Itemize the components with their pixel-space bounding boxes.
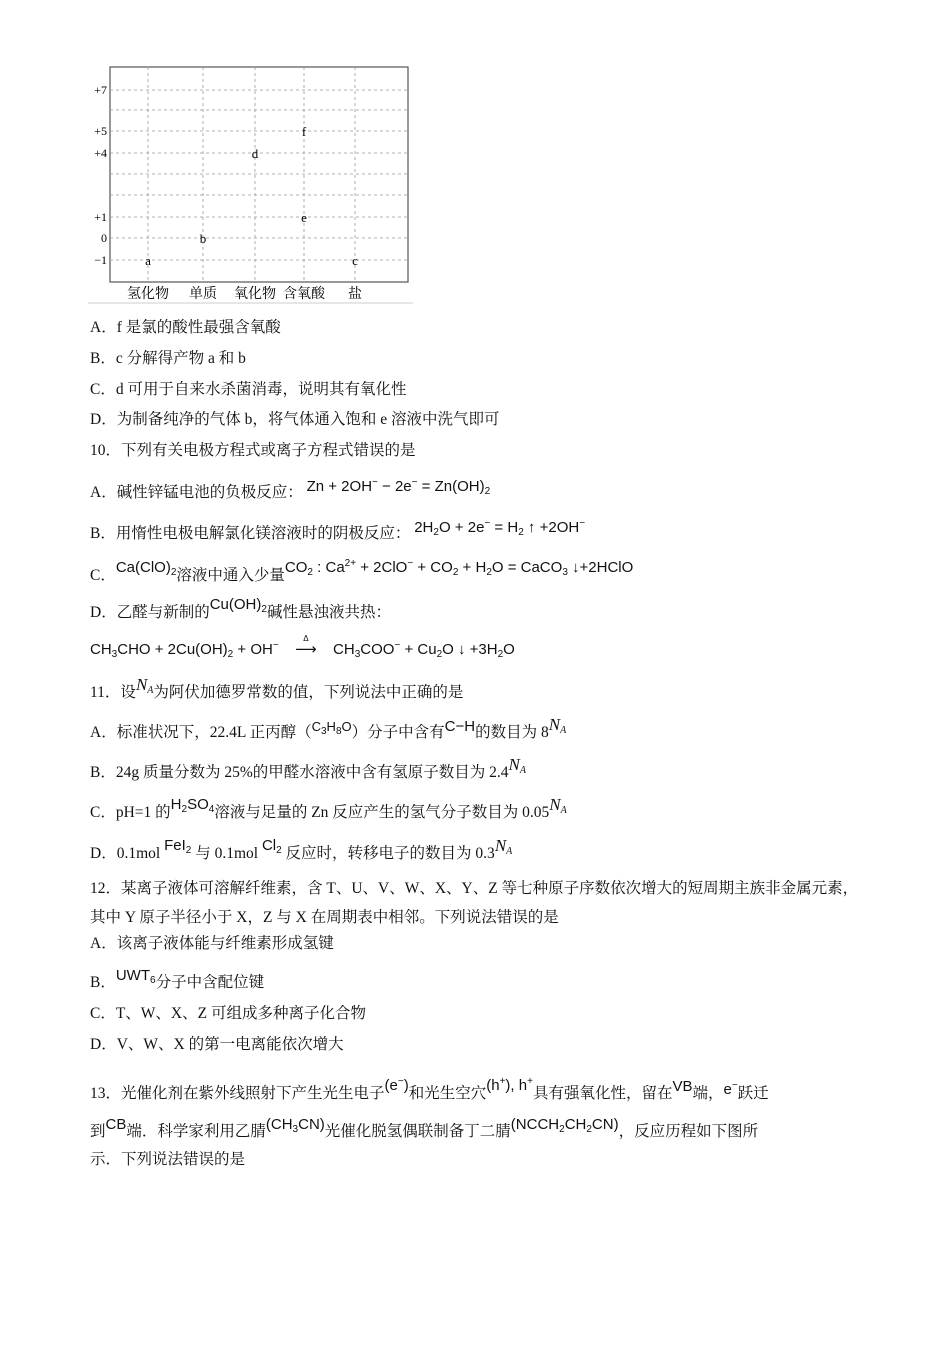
q11-d-text3: 反应时，转移电子的数目为 0.3 [281,845,495,862]
q12-stem: 12．某离子液体可溶解纤维素，含 T、U、V、W、X、Y、Z 等七种原子序数依次增大的短周期主族非金属元素，其中 Y 原子半径小于 X，Z 与 X 在周期表中相邻。下列说法错误的是 [90,880,859,926]
cl2-formula: $Cl_2$ [261,837,282,856]
q11-a-text2: ）分子中含有 [351,724,445,741]
q11-option-b [90,755,526,788]
q10-stem: 10．下列有关电极方程式或离子方程式错误的是 [90,442,416,459]
q9-option-a: A．f 是氯的酸性最强含氧酸 [90,319,281,336]
point-d: d [251,146,259,161]
q11-option-a [90,715,567,748]
q11-stem-post: 为阿伏加德罗常数的值，下列说法中正确的是 [153,684,464,701]
acetonitrile-formula: $(CH_3CN)$ [265,1116,325,1135]
x-category-label: 含氧酸 [283,287,325,302]
vb-label: VB [672,1078,693,1095]
q13-line1 [90,1076,769,1104]
q12-b-prefix: B． [90,974,116,991]
q11-c-text1: C．pH=1 的 [90,804,171,821]
q10-option-c [90,558,634,591]
y-tick-label: +7 [94,83,107,97]
y-tick-label: +5 [94,124,107,138]
q12-option-b [90,967,265,998]
q10-option-d [90,596,391,628]
propanol-formula: C3H8O [311,719,352,737]
x-category-label: 氧化物 [234,287,276,302]
q13-text2: 和光生空穴 [408,1085,487,1102]
q9-option-b: B．c 分解得产物 a 和 b [90,350,246,367]
q13-text8: 光催化脱氢偶联制备丁二腈 [324,1123,511,1140]
y-tick-label: −1 [94,253,107,267]
q10-c-prefix: C． [90,567,116,584]
na-symbol: $N_A$ [508,755,526,776]
na-symbol: $N_A$ [549,795,567,816]
q10-option-a [90,479,490,508]
valence-chart [88,62,418,307]
q10-c-formula: $Ca(ClO)_2$ [115,559,177,578]
q11-stem [90,675,464,708]
y-tick-label: +4 [94,146,107,160]
q10-b-equation: $2H_2O + 2e^- = H_2$ ↑ +2OH− [414,518,586,538]
point-f: f [301,124,307,139]
q10-b-text: B．用惰性电极电解氯化镁溶液时的阴极反应： [90,525,411,542]
q9-option-d: D．为制备纯净的气体 b，将气体通入饱和 e 溶液中洗气即可 [90,411,500,428]
chart-frame [110,67,408,282]
na-symbol: $N_A$ [548,715,567,736]
q13-text9: ，反应历程如下图所 [618,1123,759,1140]
q12-option-a: A．该离子液体能与纤维素形成氢键 [90,935,334,952]
na-symbol: $N_A$ [494,836,513,857]
q11-d-text1: D．0.1mol [90,845,165,862]
uwt6-formula: $UWT_6$ [115,967,156,986]
cb-label: CB [105,1116,127,1133]
q12-option-d: D．V、W、X 的第一电离能依次增大 [90,1036,344,1053]
q13-text4: 端， [692,1085,724,1102]
y-tick-label: +1 [94,210,107,224]
q13-text1: 13．光催化剂在紫外线照射下产生光生电子 [90,1085,385,1102]
q10-a-text: A．碱性锌锰电池的负极反应： [90,484,303,501]
q9-option-c: C．d 可用于自来水杀菌消毒，说明其有氧化性 [90,381,407,398]
na-symbol: $N_A$ [135,675,154,696]
hole-symbol: (h+), h+ [486,1076,533,1094]
y-tick-label: 0 [101,231,107,245]
q13-text5: 跃迁 [737,1085,769,1102]
ch-bond: C−H [444,718,476,735]
q10-d-text1: D．乙醛与新制的 [90,604,210,621]
q11-b-text: B．24g 质量分数为 25%的甲醛水溶液中含有氢原子数目为 2.4 [90,764,509,781]
q11-option-c [90,795,567,828]
q12-b-text: 分子中含配位键 [155,974,265,991]
q10-d-formula: $Cu(OH)_2$ [209,596,267,615]
succinonitrile-formula: $(NCCH_2CH_2CN)$ [510,1116,619,1135]
q11-stem-pre: 11．设 [90,684,136,701]
q10-c-equation: $CO_2$ : $Ca^{2+} + 2ClO^- + CO_2 + H_2O$ = CaCO$_3$ ↓+2HClO [284,558,634,578]
x-category-label: 盐 [348,287,362,302]
x-category-label: 单质 [189,287,217,302]
q12-option-c: C．T、W、X、Z 可组成多种离子化合物 [90,1005,366,1022]
q10-c-text: 溶液中通入少量 [176,567,285,584]
q11-c-text2: 溶液与足量的 Zn 反应产生的氢气分子数目为 0.05 [214,804,550,821]
q13-text6: 到 [90,1123,106,1140]
q11-option-d [90,836,513,869]
q11-d-text2: 与 0.1mol [191,845,262,862]
point-c: c [352,253,358,268]
q13-text3: 具有强氧化性，留在 [532,1085,673,1102]
x-category-label: 氢化物 [127,287,169,302]
q10-a-equation: $Zn + 2OH^- - 2e^- = Zn(OH)_2$ [306,477,491,497]
q10-d-text2: 碱性悬浊液共热： [266,604,391,621]
q13-text7: 端．科学家利用乙腈 [126,1123,266,1140]
electron-symbol-2: e− [723,1080,738,1098]
point-b: b [199,231,207,246]
fei2-formula: FeI$_2$ [164,837,192,856]
q11-a-text3: 的数目为 8 [475,724,549,741]
point-a: a [145,253,151,268]
q10-option-b [90,520,585,549]
electron-symbol: (e−) [384,1076,409,1094]
q11-a-text1: A．标准状况下，22.4L 正丙醇（ [90,724,312,741]
point-e: e [301,210,307,225]
q10-d-equation: $CH_3CHO + 2Cu(OH)_2 + OH^-$ Δ ⟶ $CH_3COO^- + Cu_2O$ ↓ $+3H_2O$ [90,634,515,660]
q13-line2 [90,1116,759,1147]
h2so4-formula: $H_2SO_4$ [170,796,215,815]
q13-line3: 示．下列说法错误的是 [90,1151,246,1168]
